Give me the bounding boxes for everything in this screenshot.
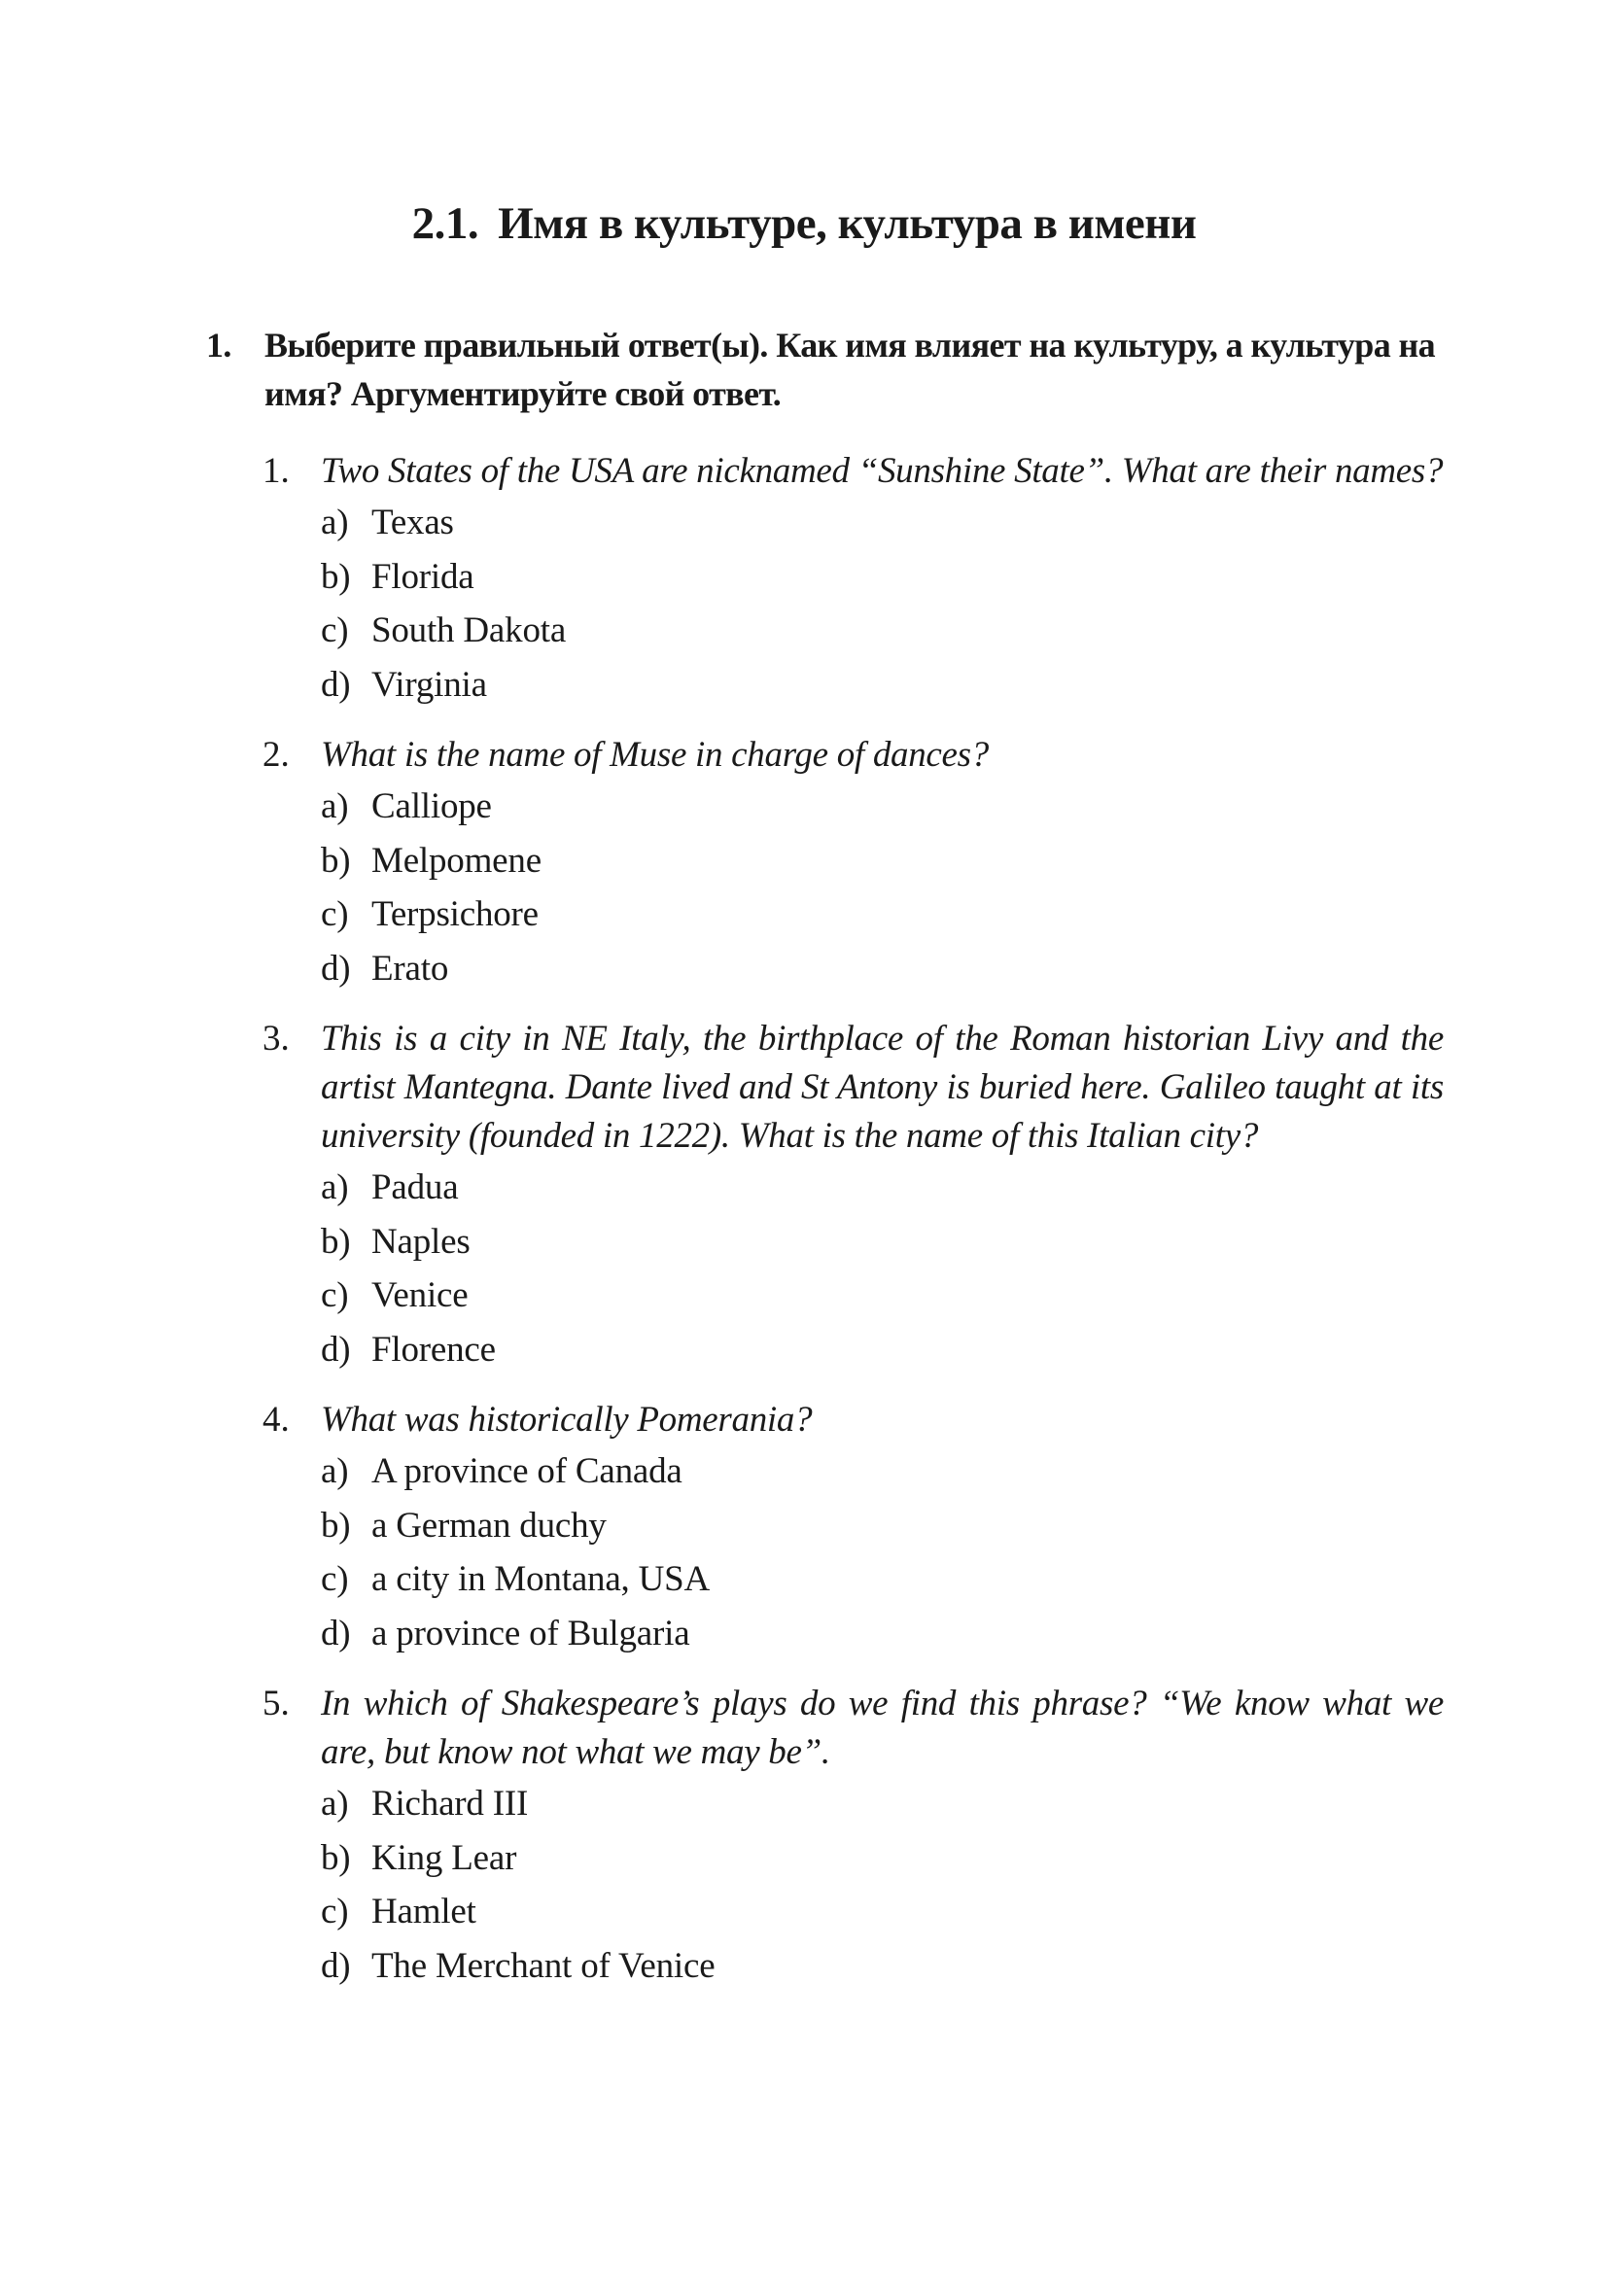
option-c[interactable] xyxy=(321,887,1444,942)
question-text: In which of Shakespeare’s plays do we find this phrase? “We know what we are, but know not what we may be”. xyxy=(321,1684,1444,1772)
question-3 xyxy=(262,1015,1444,1376)
option-label: a) xyxy=(321,1784,349,1824)
answer-options xyxy=(321,496,1444,712)
question-list xyxy=(262,447,1444,2012)
option-b[interactable] xyxy=(321,1215,1444,1270)
option-d[interactable] xyxy=(321,1323,1444,1377)
option-label: b) xyxy=(321,1505,351,1546)
question-text: What is the name of Muse in charge of dances? xyxy=(321,735,989,775)
question-text: Two States of the USA are nicknamed “Sunshine State”. What are their names? xyxy=(321,451,1444,491)
option-b[interactable] xyxy=(321,834,1444,888)
option-text: South Dakota xyxy=(371,610,567,650)
section-heading xyxy=(0,194,1608,253)
option-a[interactable] xyxy=(321,1161,1444,1215)
option-label: a) xyxy=(321,1451,349,1491)
option-text: Hamlet xyxy=(371,1892,476,1931)
option-label: c) xyxy=(321,1892,349,1931)
option-text: Padua xyxy=(371,1167,459,1207)
option-text: The Merchant of Venice xyxy=(371,1945,716,1986)
answer-options xyxy=(321,1777,1444,1993)
question-5 xyxy=(262,1680,1444,1993)
question-1 xyxy=(262,447,1444,712)
option-label: d) xyxy=(321,1329,351,1370)
answer-options xyxy=(321,1444,1444,1660)
option-b[interactable] xyxy=(321,1831,1444,1886)
task-number: 1. xyxy=(206,326,231,365)
option-label: c) xyxy=(321,1559,349,1599)
question-text: What was historically Pomerania? xyxy=(321,1400,813,1440)
option-text: a German duchy xyxy=(371,1505,607,1546)
option-label: a) xyxy=(321,1167,349,1207)
option-text: A province of Canada xyxy=(371,1451,682,1491)
option-text: Florida xyxy=(371,556,474,597)
option-text: Naples xyxy=(371,1221,471,1262)
question-text: This is a city in NE Italy, the birthplace of the Roman historian Livy and the artist Mantegna. Dante lived and St Antony is buried here. Galileo taught at its university (founded in 1222). What is the name of this Italian city? xyxy=(321,1019,1444,1156)
option-text: Calliope xyxy=(371,786,492,826)
option-d[interactable] xyxy=(321,658,1444,713)
option-c[interactable] xyxy=(321,1269,1444,1323)
question-2 xyxy=(262,731,1444,995)
option-text: King Lear xyxy=(371,1837,517,1878)
option-label: b) xyxy=(321,556,351,597)
option-text: Florence xyxy=(371,1329,496,1370)
option-label: c) xyxy=(321,894,349,934)
option-label: d) xyxy=(321,1945,351,1986)
section-title-text: Имя в культуре, культура в имени xyxy=(498,198,1197,249)
option-c[interactable] xyxy=(321,1552,1444,1607)
option-a[interactable] xyxy=(321,496,1444,550)
question-4 xyxy=(262,1396,1444,1660)
option-label: b) xyxy=(321,1837,351,1878)
option-d[interactable] xyxy=(321,942,1444,996)
option-text: Texas xyxy=(371,503,454,542)
option-a[interactable] xyxy=(321,1777,1444,1831)
question-number: 2. xyxy=(262,735,290,775)
answer-options xyxy=(321,1161,1444,1376)
option-text: a city in Montana, USA xyxy=(371,1559,711,1599)
option-label: b) xyxy=(321,840,351,881)
option-text: Virginia xyxy=(371,664,487,705)
option-c[interactable] xyxy=(321,1885,1444,1939)
option-text: Melpomene xyxy=(371,840,542,881)
option-a[interactable] xyxy=(321,1444,1444,1499)
option-a[interactable] xyxy=(321,780,1444,834)
option-text: Venice xyxy=(371,1275,469,1315)
option-text: a province of Bulgaria xyxy=(371,1613,690,1653)
option-label: a) xyxy=(321,503,349,542)
option-label: a) xyxy=(321,786,349,826)
question-number: 5. xyxy=(262,1684,290,1723)
option-label: c) xyxy=(321,610,349,650)
section-number: 2.1. xyxy=(411,198,479,249)
option-d[interactable] xyxy=(321,1939,1444,1994)
option-label: d) xyxy=(321,948,351,989)
question-number: 1. xyxy=(262,451,290,491)
option-d[interactable] xyxy=(321,1607,1444,1661)
option-label: d) xyxy=(321,1613,351,1653)
task-instruction xyxy=(206,321,1460,418)
answer-options xyxy=(321,780,1444,995)
option-b[interactable] xyxy=(321,1499,1444,1553)
option-label: d) xyxy=(321,664,351,705)
option-text: Terpsichore xyxy=(371,894,539,934)
option-text: Richard III xyxy=(371,1784,529,1824)
option-text: Erato xyxy=(371,948,449,989)
option-c[interactable] xyxy=(321,604,1444,658)
question-number: 4. xyxy=(262,1400,290,1440)
option-label: b) xyxy=(321,1221,351,1262)
option-b[interactable] xyxy=(321,550,1444,605)
task-instruction-text: Выберите правильный ответ(ы). Как имя влияет на культуру, а культура на имя? Аргументируйте свой ответ. xyxy=(264,326,1436,413)
question-number: 3. xyxy=(262,1019,290,1059)
task-block xyxy=(206,321,1460,418)
option-label: c) xyxy=(321,1275,349,1315)
